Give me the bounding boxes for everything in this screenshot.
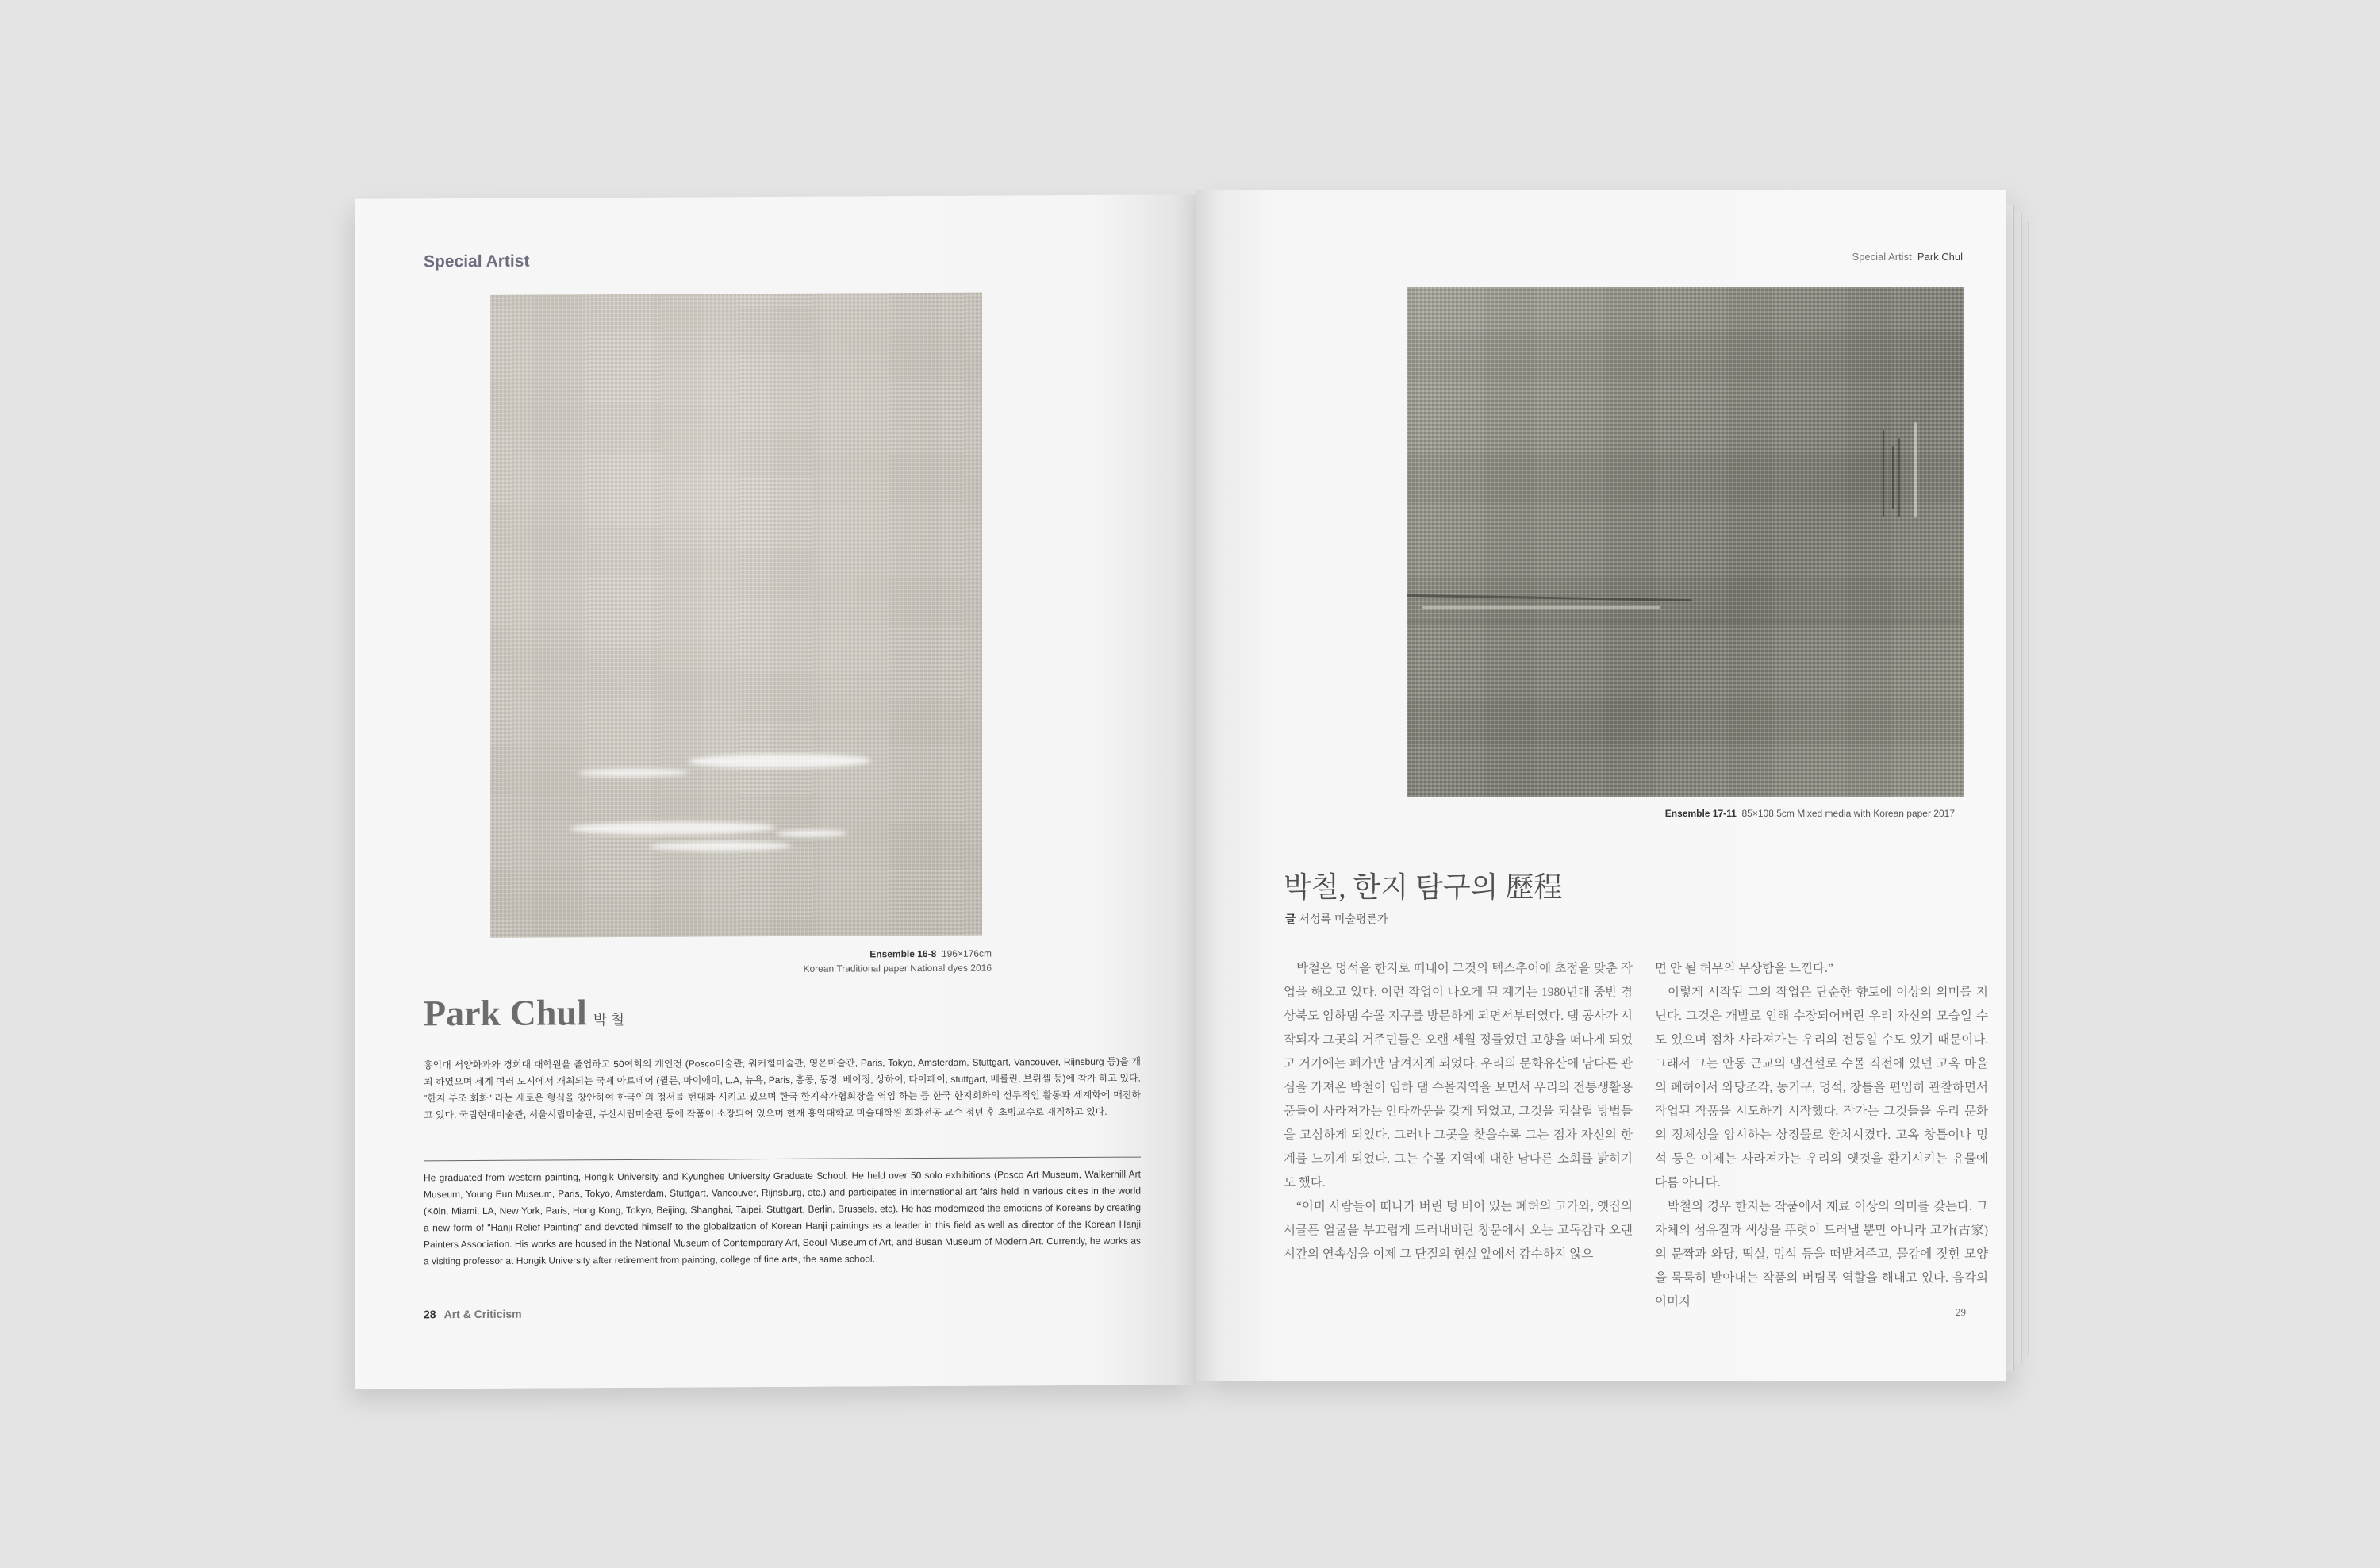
page-stack-edge [2013, 213, 2022, 1363]
caption-details: 85×108.5cm Mixed media with Korean paper 2017 [1741, 808, 1955, 819]
page-number: 28 [424, 1308, 436, 1321]
caption-medium: Korean Traditional paper National dyes 2016 [803, 962, 992, 974]
paragraph: 면 안 될 허무의 무상함을 느낀다.” [1655, 962, 1833, 975]
caption-title: Ensemble 17-11 [1664, 808, 1737, 819]
divider [424, 1157, 1141, 1162]
page-stack-edge [2021, 221, 2029, 1355]
artwork-caption [1665, 808, 1955, 819]
right-page [1196, 190, 2006, 1381]
bio-english: He graduated from western painting, Hongik University and Kyunghee University Graduate School. He held over 50 solo exhibitions (Posco Art Museum, Walkerhill Art Museum, Young Eun Museum, Paris, Tokyo, Amsterdam, Stuttgart, Vancouver, Rijnsburg, etc.) and participates in international art fairs held in various cities in the world (Köln, Miami, LA, New York, Paris, Hong Kong, Tokyo, Beijing, Shanghai, Taipei, Stuttgart, Berlin, Brussels, etc). He has modernized the emotions of Koreans by creating a new form of "Hanji Relief Painting" and devoted himself to the globalization of Korean Hanji paintings as a leader in this field as well as director of the Korean Hanji Painters Association. His works are housed in the National Museum of Contemporary Art, Seoul Museum of Art, and Busan Museum of Modern Art. Currently, he works as a visiting professor at Hongik University after retirement from painting, college of fine arts, the same school. [424, 1168, 1141, 1267]
running-header-name: Park Chul [1917, 251, 1963, 263]
article-column-1 [1284, 957, 1633, 1266]
article-byline [1285, 911, 1388, 927]
page-stack-edge [2006, 205, 2014, 1371]
paragraph: “이미 사람들이 떠나가 버린 텅 비어 있는 폐허의 고가와, 옛집의 서글픈 얼굴을 부끄럽게 드러내버린 창문에서 오는 고독감과 오랜 시간의 연속성을 이제 그 단절의 현실 앞에서 감수하지 않으 [1284, 1200, 1633, 1261]
running-header-section: Special Artist [1852, 251, 1912, 263]
byline-author: 서성록 미술평론가 [1299, 913, 1388, 925]
article-title: 박철, 한지 탐구의 歷程 [1284, 871, 1563, 903]
byline-prefix: 글 [1285, 913, 1296, 925]
bio-korean: 홍익대 서양화과와 경희대 대학원을 졸업하고 50여회의 개인전 (Posco미술관, 워커힐미술관, 영은미술관, Paris, Tokyo, Amsterdam, Stuttgart, Vancouver, Rijnsburg 등)을 개최 하였으며 세계 여러 도시에서 개최되는 국제 아트페어 (퀼른, 마이애미, L.A, 뉴욕, Paris, 홍콩, 동경, 베이징, 상하이, 타이페이, stuttgart, 베를린, 브뤼셀 등)에 참가 하고 있다. "한지 부조 회화" 라는 새로운 형식을 창안하여 한국인의 정서를 현대화 시키고 있으며 한국 한지작가협회장을 역임 하는 등 한국 한지회화의 선두적인 활동과 세계화에 매진하고 있다. 국립현대미술관, 서울시립미술관, 부산시립미술관 등에 작품이 소장되어 있으며 현재 홍익대학교 미술대학원 회화전공 교수 정년 후 초빙교수로 재직하고 있다. [424, 1055, 1141, 1121]
paragraph: 박철은 멍석을 한지로 떠내어 그것의 텍스추어에 초점을 맞춘 작업을 해오고 있다. 이런 작업이 나오게 된 계기는 1980년대 중반 경상북도 임하댐 수몰 지구를 방문하게 되면서부터였다. 댐 공사가 시작되자 그곳의 거주민들은 오랜 세월 정들었던 고향을 떠나게 되었고 거기에는 폐가만 남겨지게 되었다. 우리의 문화유산에 남다른 관심을 가져온 박철이 임하 댐 수몰지역을 보면서 우리의 전통생활용품들이 사라져가는 안타까움을 갖게 되었고, 그것을 되살릴 방법들을 고심하게 되었다. 그러나 그곳을 찾을수록 그는 점차 자신의 한계를 느끼게 되었다. 그는 수몰 지역에 대한 남다른 소회를 밝히기도 했다. [1284, 962, 1633, 1189]
artist-name-latin: Park Chul [424, 992, 587, 1034]
page-footer [424, 1308, 522, 1321]
page-number: 29 [1956, 1306, 1966, 1318]
caption-title: Ensemble 16-8 [869, 947, 937, 960]
paragraph: 박철의 경우 한지는 작품에서 재료 이상의 의미를 갖는다. 그 자체의 섬유질과 색상을 뚜렷이 드러낼 뿐만 아니라 고가(古家)의 문짝과 와당, 떡살, 멍석 등을 떠받쳐주고, 물감에 젖힌 모양을 묵묵히 받아내는 작품의 버팀목 역할을 해내고 있다. 음각의 이미지 [1655, 1200, 1988, 1309]
running-header [1852, 251, 1963, 263]
section-header: Special Artist [424, 252, 530, 271]
artist-name [424, 991, 624, 1034]
artwork-caption [804, 947, 992, 976]
article-column-2 [1655, 957, 1988, 1314]
left-page [355, 194, 1196, 1389]
artwork-image-ensemble-17-11 [1407, 287, 1964, 797]
paragraph: 이렇게 시작된 그의 작업은 단순한 향토에 이상의 의미를 지닌다. 그것은 개발로 인해 수장되어버린 우리 자신의 모습일 수도 있으며 점차 사라져가는 우리의 전통일 수도 있기 때문이다. 그래서 그는 안동 근교의 댐건설로 수몰 직전에 있던 고옥 마을의 폐허에서 와당조각, 농기구, 멍석, 창틀을 편입히 관찰하면서 작업된 작품을 시도하기 시작했다. 작가는 그것들을 우리 문화의 정체성을 암시하는 상징물로 환치시켰다. 고옥 창틀이나 멍석 등은 이제는 사라져가는 우리의 옛것을 환기시키는 유물에 다름 아니다. [1655, 986, 1988, 1189]
magazine-name: Art & Criticism [443, 1307, 522, 1321]
artwork-image-ensemble-16-8 [490, 293, 982, 938]
artist-name-korean: 박 철 [593, 1011, 625, 1028]
caption-size: 196×176cm [941, 947, 992, 959]
